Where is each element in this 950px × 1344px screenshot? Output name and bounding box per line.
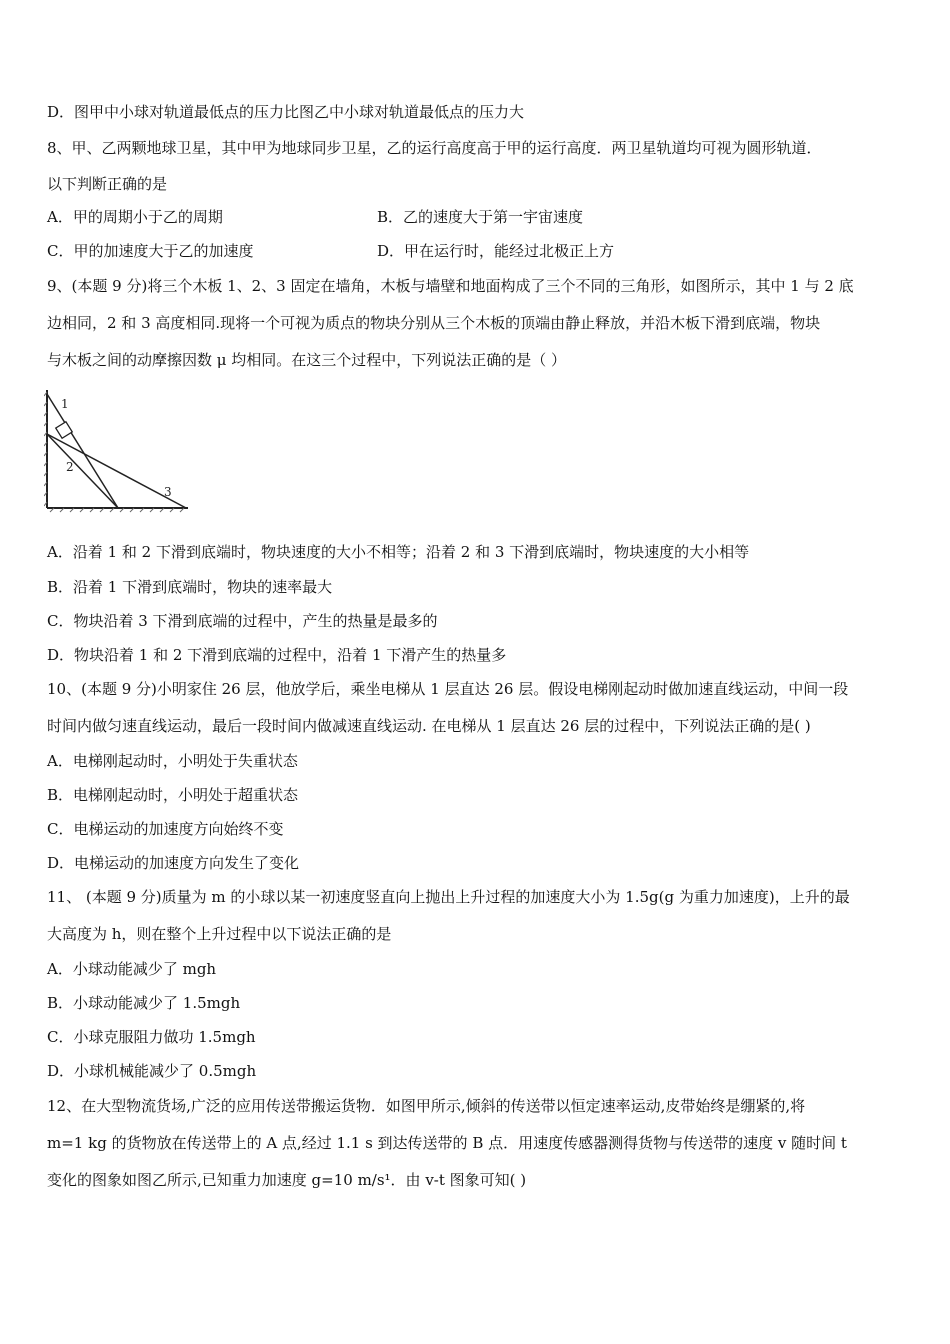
q12-stem-line2: m=1 kg 的货物放在传送带上的 A 点,经过 1.1 s 到达传送带的 B 点．用速度传感器测得货物与传送带的速度 v 随时间 t — [47, 1134, 847, 1152]
q10-option-b: B．电梯刚起动时，小明处于超重状态 — [47, 786, 299, 804]
label-3: 3 — [164, 485, 172, 499]
label-1: 1 — [61, 397, 69, 411]
q10-option-a: A．电梯刚起动时，小明处于失重状态 — [47, 752, 298, 770]
q11-option-b: B．小球动能减少了 1.5mgh — [47, 994, 241, 1012]
q9-option-b: B．沿着 1 下滑到底端时，物块的速率最大 — [47, 578, 333, 596]
q10-stem-line1: 10、(本题 9 分)小明家住 26 层，他放学后，乘坐电梯从 1 层直达 26 层。假设电梯刚起动时做加速直线运动，中间一段 — [47, 680, 849, 698]
q9-stem-line1: 9、(本题 9 分)将三个木板 1、2、3 固定在墙角，木板与墙壁和地面构成了三个不同的三角形，如图所示，其中 1 与 2 底 — [47, 277, 854, 295]
board-2 — [47, 434, 118, 508]
q9-option-a: A．沿着 1 和 2 下滑到底端时，物块速度的大小不相等；沿着 2 和 3 下滑到底端时，物块速度的大小相等 — [47, 543, 750, 561]
q12-stem-line3: 变化的图象如图乙所示,已知重力加速度 g=10 m/s¹．由 v-t 图象可知( ) — [47, 1171, 527, 1189]
q8-option-a: A．甲的周期小于乙的周期 — [47, 208, 223, 226]
q9-stem-line3: 与木板之间的动摩擦因数 μ 均相同。在这三个过程中，下列说法正确的是（ ） — [47, 351, 567, 369]
q7-option-d: D．图甲中小球对轨道最低点的压力比图乙中小球对轨道最低点的压力大 — [47, 103, 525, 121]
q11-option-d: D．小球机械能减少了 0.5mgh — [47, 1062, 257, 1080]
q8-option-b: B．乙的速度大于第一宇宙速度 — [377, 208, 584, 226]
q11-option-a: A．小球动能减少了 mgh — [47, 960, 217, 978]
q9-option-c: C．物块沿着 3 下滑到底端的过程中，产生的热量是最多的 — [47, 612, 438, 630]
q8-option-d: D．甲在运行时，能经过北极正上方 — [377, 242, 615, 260]
label-2: 2 — [66, 460, 74, 474]
q9-stem-line2: 边相同，2 和 3 高度相同.现将一个可视为质点的物块分别从三个木板的顶端由静止释放，并沿木板下滑到底端，物块 — [47, 314, 821, 332]
ground-hatching — [47, 508, 188, 512]
q11-stem-line2: 大高度为 h，则在整个上升过程中以下说法正确的是 — [47, 925, 392, 943]
q12-stem-line1: 12、在大型物流货场,广泛的应用传送带搬运货物．如图甲所示,倾斜的传送带以恒定速率运动,皮带始终是绷紧的,将 — [47, 1097, 806, 1115]
q10-option-c: C．电梯运动的加速度方向始终不变 — [47, 820, 284, 838]
q11-stem-line1: 11、 (本题 9 分)质量为 m 的小球以某一初速度竖直向上抛出上升过程的加速度大小为 1.5g(g 为重力加速度)，上升的最 — [47, 888, 850, 906]
block — [56, 422, 73, 439]
wall-hatching — [44, 390, 47, 508]
q8-stem-line1: 8、甲、乙两颗地球卫星，其中甲为地球同步卫星，乙的运行高度高于甲的运行高度．两卫星轨道均可视为圆形轨道． — [47, 139, 822, 157]
q10-option-d: D．电梯运动的加速度方向发生了变化 — [47, 854, 300, 872]
q8-stem-line2: 以下判断正确的是 — [47, 175, 168, 193]
q9-option-d: D．物块沿着 1 和 2 下滑到底端的过程中，沿着 1 下滑产生的热量多 — [47, 646, 507, 664]
q8-option-c: C．甲的加速度大于乙的加速度 — [47, 242, 254, 260]
q10-stem-line2: 时间内做匀速直线运动，最后一段时间内做减速直线运动. 在电梯从 1 层直达 26 层的过程中，下列说法正确的是( ) — [47, 717, 811, 735]
board-1 — [47, 394, 118, 508]
incline-boards-figure — [44, 382, 190, 514]
q11-option-c: C．小球克服阻力做功 1.5mgh — [47, 1028, 256, 1046]
